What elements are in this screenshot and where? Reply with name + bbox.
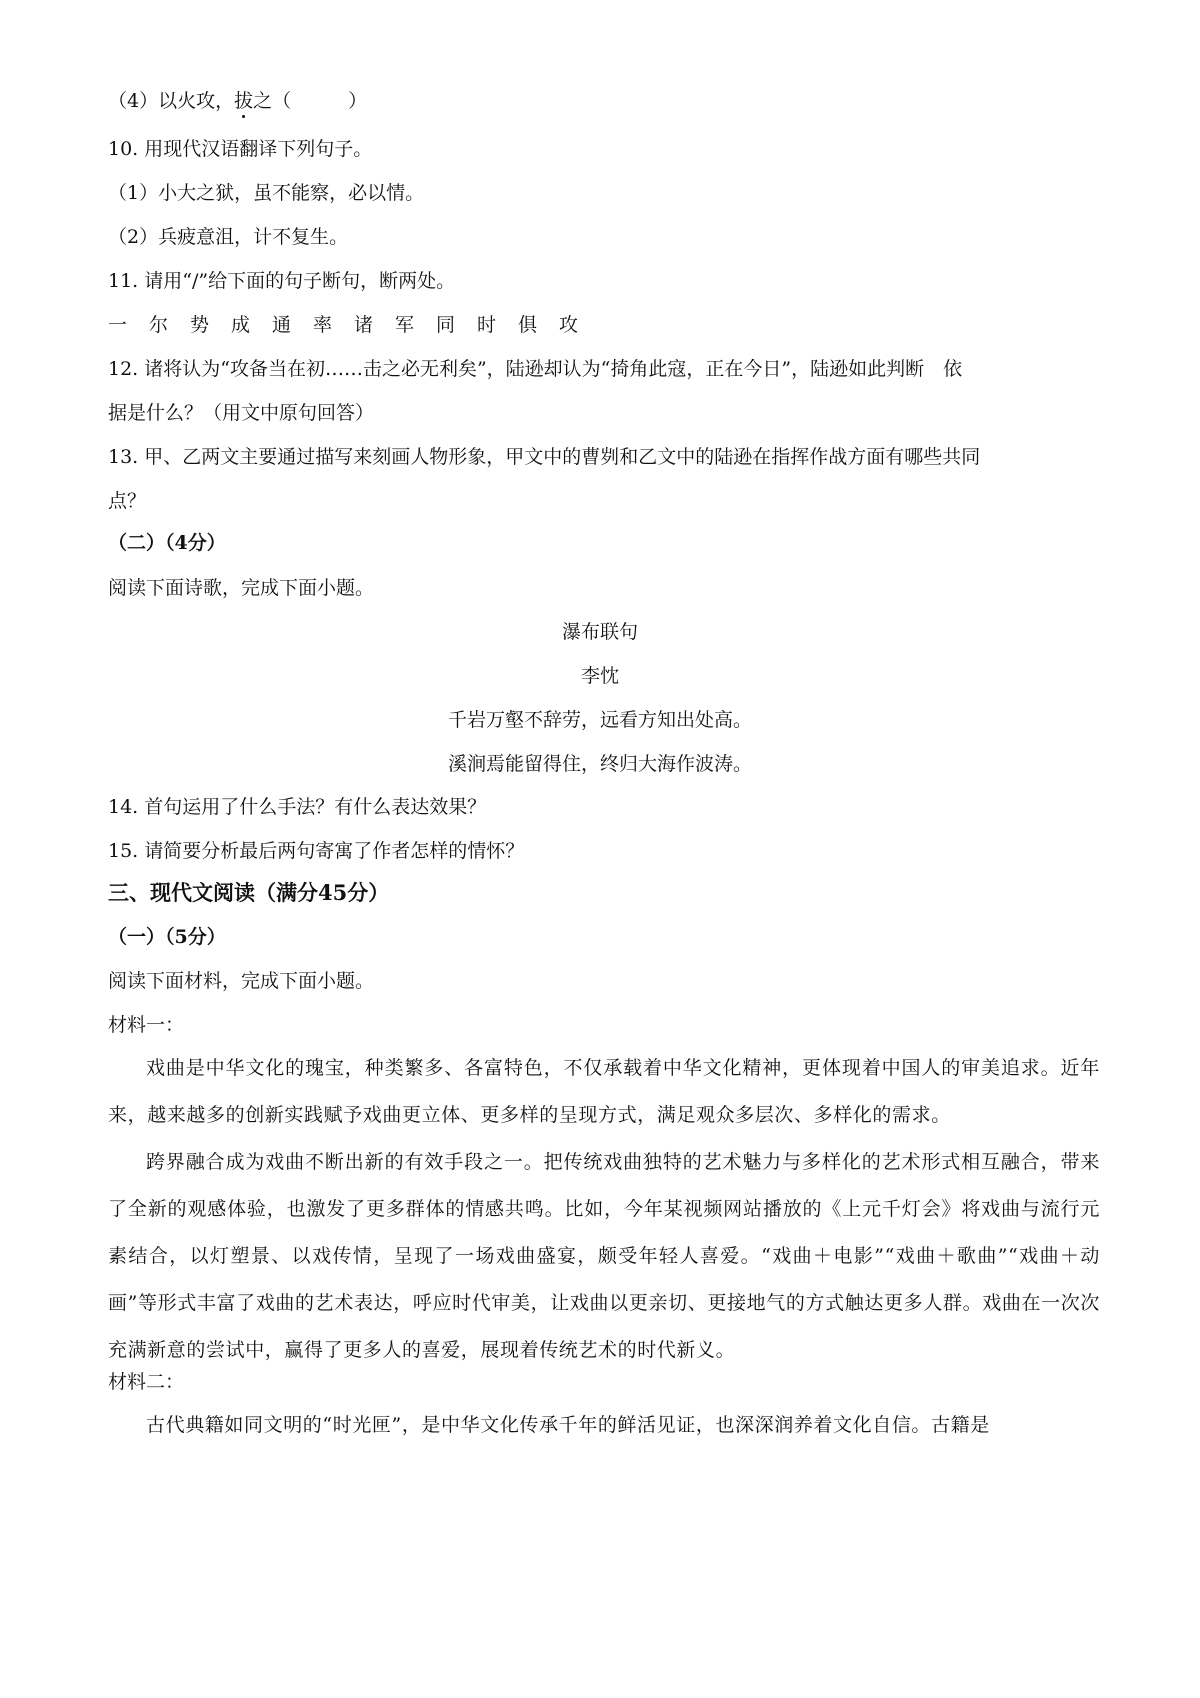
poem-line-1: 千岩万壑不辞劳，远看方知出处高。	[447, 709, 752, 731]
material-2-label: 材料二：	[108, 1371, 185, 1393]
section-3-heading: 三、现代文阅读（满分45分）	[108, 880, 390, 905]
question-11-sentence: 一尔势成通率诸军同时俱攻	[108, 314, 601, 336]
question-15: 15. 请简要分析最后两句寄寓了作者怎样的情怀？	[108, 840, 525, 862]
part-1-instruction: 阅读下面材料，完成下面小题。	[108, 970, 375, 992]
part-1-heading: （一）（5分）	[108, 926, 226, 948]
material-1-paragraph-2: 跨界融合成为戏曲不断出新的有效手段之一。把传统戏曲独特的艺术魅力与多样化的艺术形式相互融合，带来了全新的观感体验，也激发了更多群体的情感共鸣。比如，今年某视频网站播放的《上元千灯会》将戏曲与流行元素结合，以灯塑景、以戏传情，呈现了一场戏曲盛宴，颇受年轻人喜爱。“戏曲＋电影”“戏曲＋歌曲”“戏曲＋动画”等形式丰富了戏曲的艺术表达，呼应时代审美，让戏曲以更亲切、更接地气的方式触达更多人群。戏曲在一次次充满新意的尝试中，赢得了更多人的喜爱，展现着传统艺术的时代新义。	[108, 1151, 1100, 1361]
poem-line-2: 溪涧焉能留得住，终归大海作波涛。	[447, 753, 752, 775]
poem-author: 李忱	[580, 665, 619, 687]
part-2-heading: （二）（4分）	[108, 532, 226, 554]
poem-title: 瀑布联句	[561, 621, 638, 643]
material-1-label: 材料一：	[108, 1014, 185, 1036]
material-1-paragraph-1: 戏曲是中华文化的瑰宝，种类繁多、各富特色，不仅承载着中华文化精神，更体现着中国人的审美追求。近年来，越来越多的创新实践赋予戏曲更立体、更多样的呈现方式，满足观众多层次、多样化的需求。	[108, 1057, 1100, 1126]
q9-4-suffix: 之（ ）	[253, 90, 368, 112]
question-13-line-1: 13. 甲、乙两文主要通过描写来刻画人物形象，甲文中的曹刿和乙文中的陆逊在指挥作战方面有哪些共同	[108, 446, 981, 468]
q9-4-prefix: （4）以火攻，	[108, 90, 235, 112]
material-2-paragraph-1: 古代典籍如同文明的“时光匣”，是中华文化传承千年的鲜活见证，也深深润养着文化自信。古籍是	[146, 1414, 990, 1436]
question-10-2: （2）兵疲意沮，计不复生。	[108, 226, 349, 248]
q9-4-emphasized-word: 拔	[234, 90, 254, 112]
question-12-line-2: 据是什么？（用文中原句回答）	[108, 402, 375, 424]
question-12-line-1: 12. 诸将认为“攻备当在初……击之必无利矣”，陆逊却认为“掎角此寇，正在今日”，陆逊如此判断 依	[108, 358, 963, 380]
question-9-4	[108, 88, 367, 114]
part-2-instruction: 阅读下面诗歌，完成下面小题。	[108, 577, 375, 599]
question-13-line-2: 点？	[108, 490, 147, 512]
question-10-1: （1）小大之狱，虽不能察，必以情。	[108, 182, 425, 204]
question-10: 10. 用现代汉语翻译下列句子。	[108, 138, 373, 160]
question-11: 11. 请用“/”给下面的句子断句，断两处。	[108, 270, 456, 292]
question-14: 14. 首句运用了什么手法？有什么表达效果？	[108, 796, 487, 818]
